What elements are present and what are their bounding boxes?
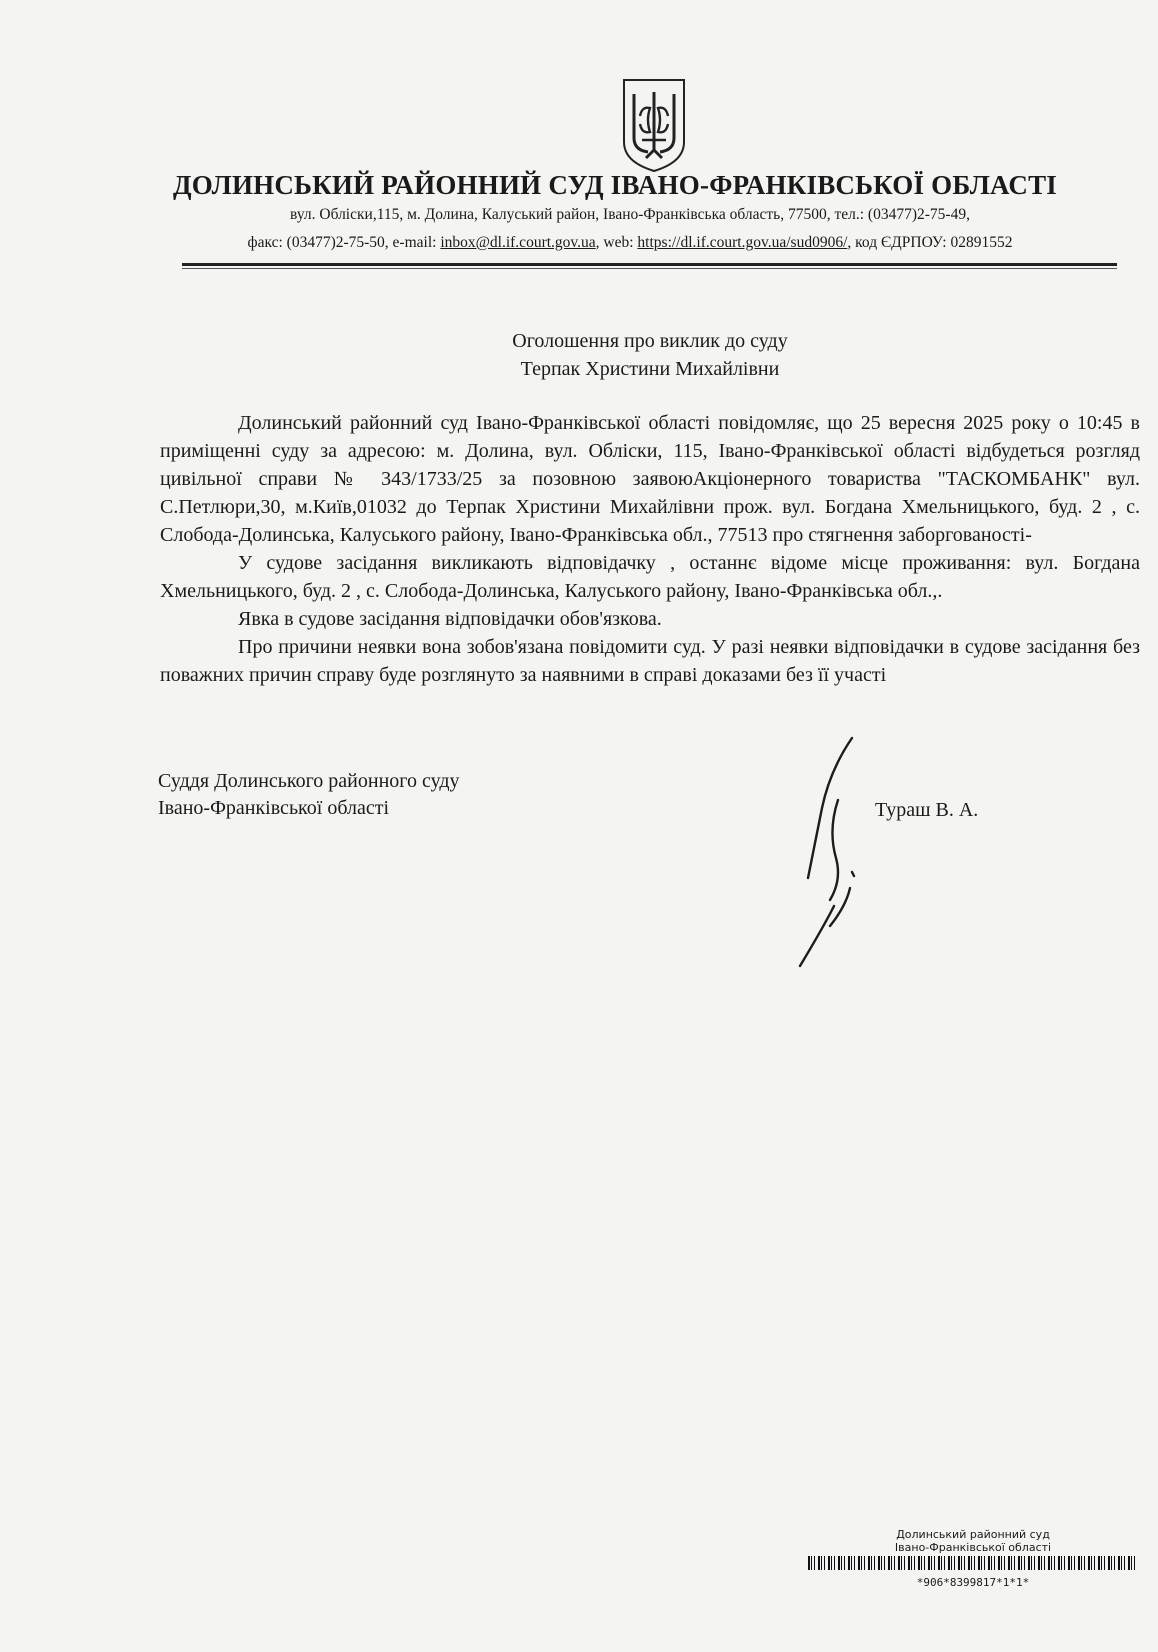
court-address: вул. Облiски,115, м. Долина, Калуський район, Івано-Франкiвська область, 77500, тел.: (03477)2-75-49, (290, 206, 970, 223)
notice-body (160, 409, 1140, 689)
notice-title: Оголошення про виклик до суду (512, 330, 788, 352)
judge-name: Тураш В. А. (875, 799, 979, 821)
header-divider (182, 263, 1117, 266)
judge-position (158, 768, 460, 822)
judge-position-line: Івано-Франківської області (158, 797, 390, 819)
email-link[interactable]: inbox@dl.if.court.gov.ua (440, 234, 596, 251)
notice-paragraph: Явка в судове засідання відповідачки обов'язкова. (238, 608, 662, 630)
registration-stamp (808, 1528, 1138, 1589)
notice-paragraph: Долинський районний суд Івано-Франківської області повідомляє, що 25 вересня 2025 року о 10:45 в приміщенні суду за адресою: м. Долина, вул. Облiски, 115, Івано-Франківської області відбудеться розгляд цивільної справи № 343/1733/25 за позовною заявоюАкціонерного товариства "ТАСКОМБАНК" вул. С.Петлюри,30, м.Київ,01032 до Терпак Христини Михайлівни прож. вул. Богдана Хмельницького, буд. 2 , с. Слобода-Долинська, Калуського району, Івано-Франківська обл., 77513 про стягнення заборгованості- (160, 412, 1140, 546)
barcode-number: *906*8399817*1*1* (916, 1576, 1030, 1589)
website-link[interactable]: https://dl.if.court.gov.ua/sud0906/ (637, 234, 848, 251)
stamp-region: Івано-Франківської області (894, 1541, 1052, 1554)
court-name-heading: ДОЛИНСЬКИЙ РАЙОННИЙ СУД ІВАНО-ФРАНКІВСЬКОЇ ОБЛАСТІ (173, 170, 1057, 200)
court-contacts (150, 234, 1110, 252)
stamp-court-name: Долинський районний суд (896, 1528, 1050, 1541)
notice-paragraph: У судове засідання викликають відповідачку , останнє відоме місце проживання: вул. Богдана Хмельницького, буд. 2 , с. Слобода-Долинська, Калуського району, Івано-Франківська обл.,. (160, 552, 1140, 602)
barcode-icon (808, 1556, 1138, 1570)
notice-paragraph: Про причини неявки вона зобов'язана повідомити суд. У разі неявки відповідачки в судове засідання без поважних причин справу буде розглянуто за наявними в справі доказами без її участі (160, 636, 1140, 686)
header-divider-thin (182, 268, 1117, 269)
notice-subject-name: Терпак Христини Михайлівни (520, 358, 780, 380)
edrpou-code: , код ЄДРПОУ: 02891552 (847, 234, 1013, 251)
judge-position-line: Суддя Долинського районного суду (158, 770, 460, 792)
fax-prefix: факс: (03477)2-75-50, e-mail: (247, 234, 441, 251)
handwritten-signature (790, 730, 890, 970)
coat-of-arms-icon (620, 76, 688, 174)
web-prefix: , web: (595, 234, 638, 251)
